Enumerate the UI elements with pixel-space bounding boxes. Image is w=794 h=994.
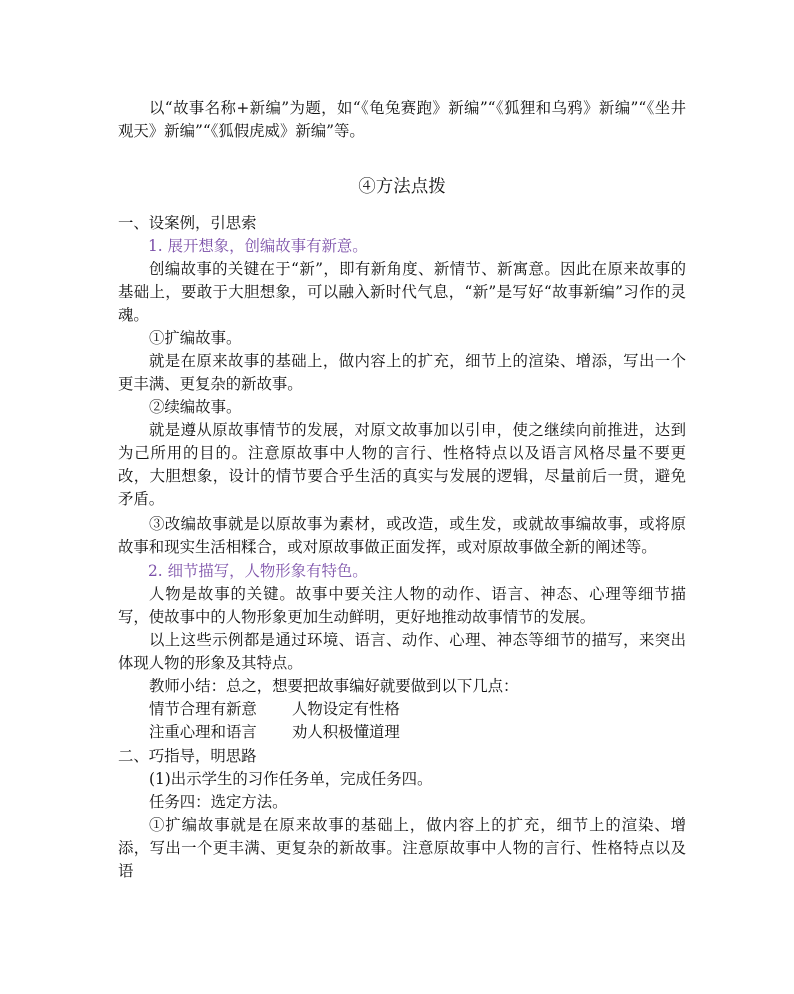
paragraph-adapt: ③改编故事就是以原故事为素材，或改造，或生发，或就故事编故事，或将原故事和现实生活相糅合，或对原故事做正面发挥，或对原故事做全新的阐述等。 xyxy=(118,515,686,556)
tip-item: 情节合理有新意 xyxy=(149,700,257,718)
part1-heading: 一、设案例，引思索 xyxy=(118,214,257,232)
task-item: (1)出示学生的习作任务单，完成任务四。 xyxy=(149,770,433,788)
paragraph-innovation: 创编故事的关键在于“新”，即有新角度、新情节、新寓意。因此在原来故事的基础上，要敢于大胆想象，可以融入新时代气息，“新”是写好“故事新编”习作的灵魂。 xyxy=(118,260,686,324)
point2-heading: 2. 细节描写，人物形象有特色。 xyxy=(148,562,368,580)
tip-item: 注重心理和语言 xyxy=(149,723,257,741)
tip-item: 人物设定有性格 xyxy=(292,700,400,718)
point1-heading: 1. 展开想象，创编故事有新意。 xyxy=(148,237,368,255)
section-title: ④方法点拨 xyxy=(358,177,446,197)
teacher-summary: 教师小结：总之，想要把故事编好就要做到以下几点： xyxy=(149,677,519,695)
tip-item: 劝人积极懂道理 xyxy=(292,723,400,741)
paragraph-method: ①扩编故事就是在原来故事的基础上，做内容上的扩充，细节上的渲染、增添，写出一个更丰满、更复杂的新故事。注意原故事中人物的言行、性格特点以及语 xyxy=(118,816,686,880)
subheading-expand: ①扩编故事。 xyxy=(149,329,242,347)
task-four: 任务四：选定方法。 xyxy=(149,793,288,811)
tips-row xyxy=(149,721,400,744)
subheading-continue: ②续编故事。 xyxy=(149,398,242,416)
part2-heading: 二、巧指导，明思路 xyxy=(118,747,257,765)
paragraph-examples: 以上这些示例都是通过环境、语言、动作、心理、神态等细节的描写，来突出体现人物的形象及其特点。 xyxy=(118,631,686,672)
paragraph-continue: 就是遵从原故事情节的发展，对原文故事加以引申，使之继续向前推进，达到为己所用的目的。注意原故事中人物的言行、性格特点以及语言风格尽量不要更改，大胆想象，设计的情节要合乎生活的真实与发展的逻辑，尽量前后一贯，避免矛盾。 xyxy=(118,421,686,508)
tips-row xyxy=(149,698,400,721)
paragraph-character: 人物是故事的关键。故事中要关注人物的动作、语言、神态、心理等细节描写，使故事中的人物形象更加生动鲜明，更好地推动故事情节的发展。 xyxy=(118,585,686,626)
paragraph-expand: 就是在原来故事的基础上，做内容上的扩充，细节上的渲染、增添，写出一个更丰满、更复杂的新故事。 xyxy=(118,352,686,393)
intro-paragraph: 以“故事名称+新编”为题，如“《龟兔赛跑》新编”“《狐狸和乌鸦》新编”“《坐井观天》新编”“《狐假虎威》新编”等。 xyxy=(118,99,686,140)
